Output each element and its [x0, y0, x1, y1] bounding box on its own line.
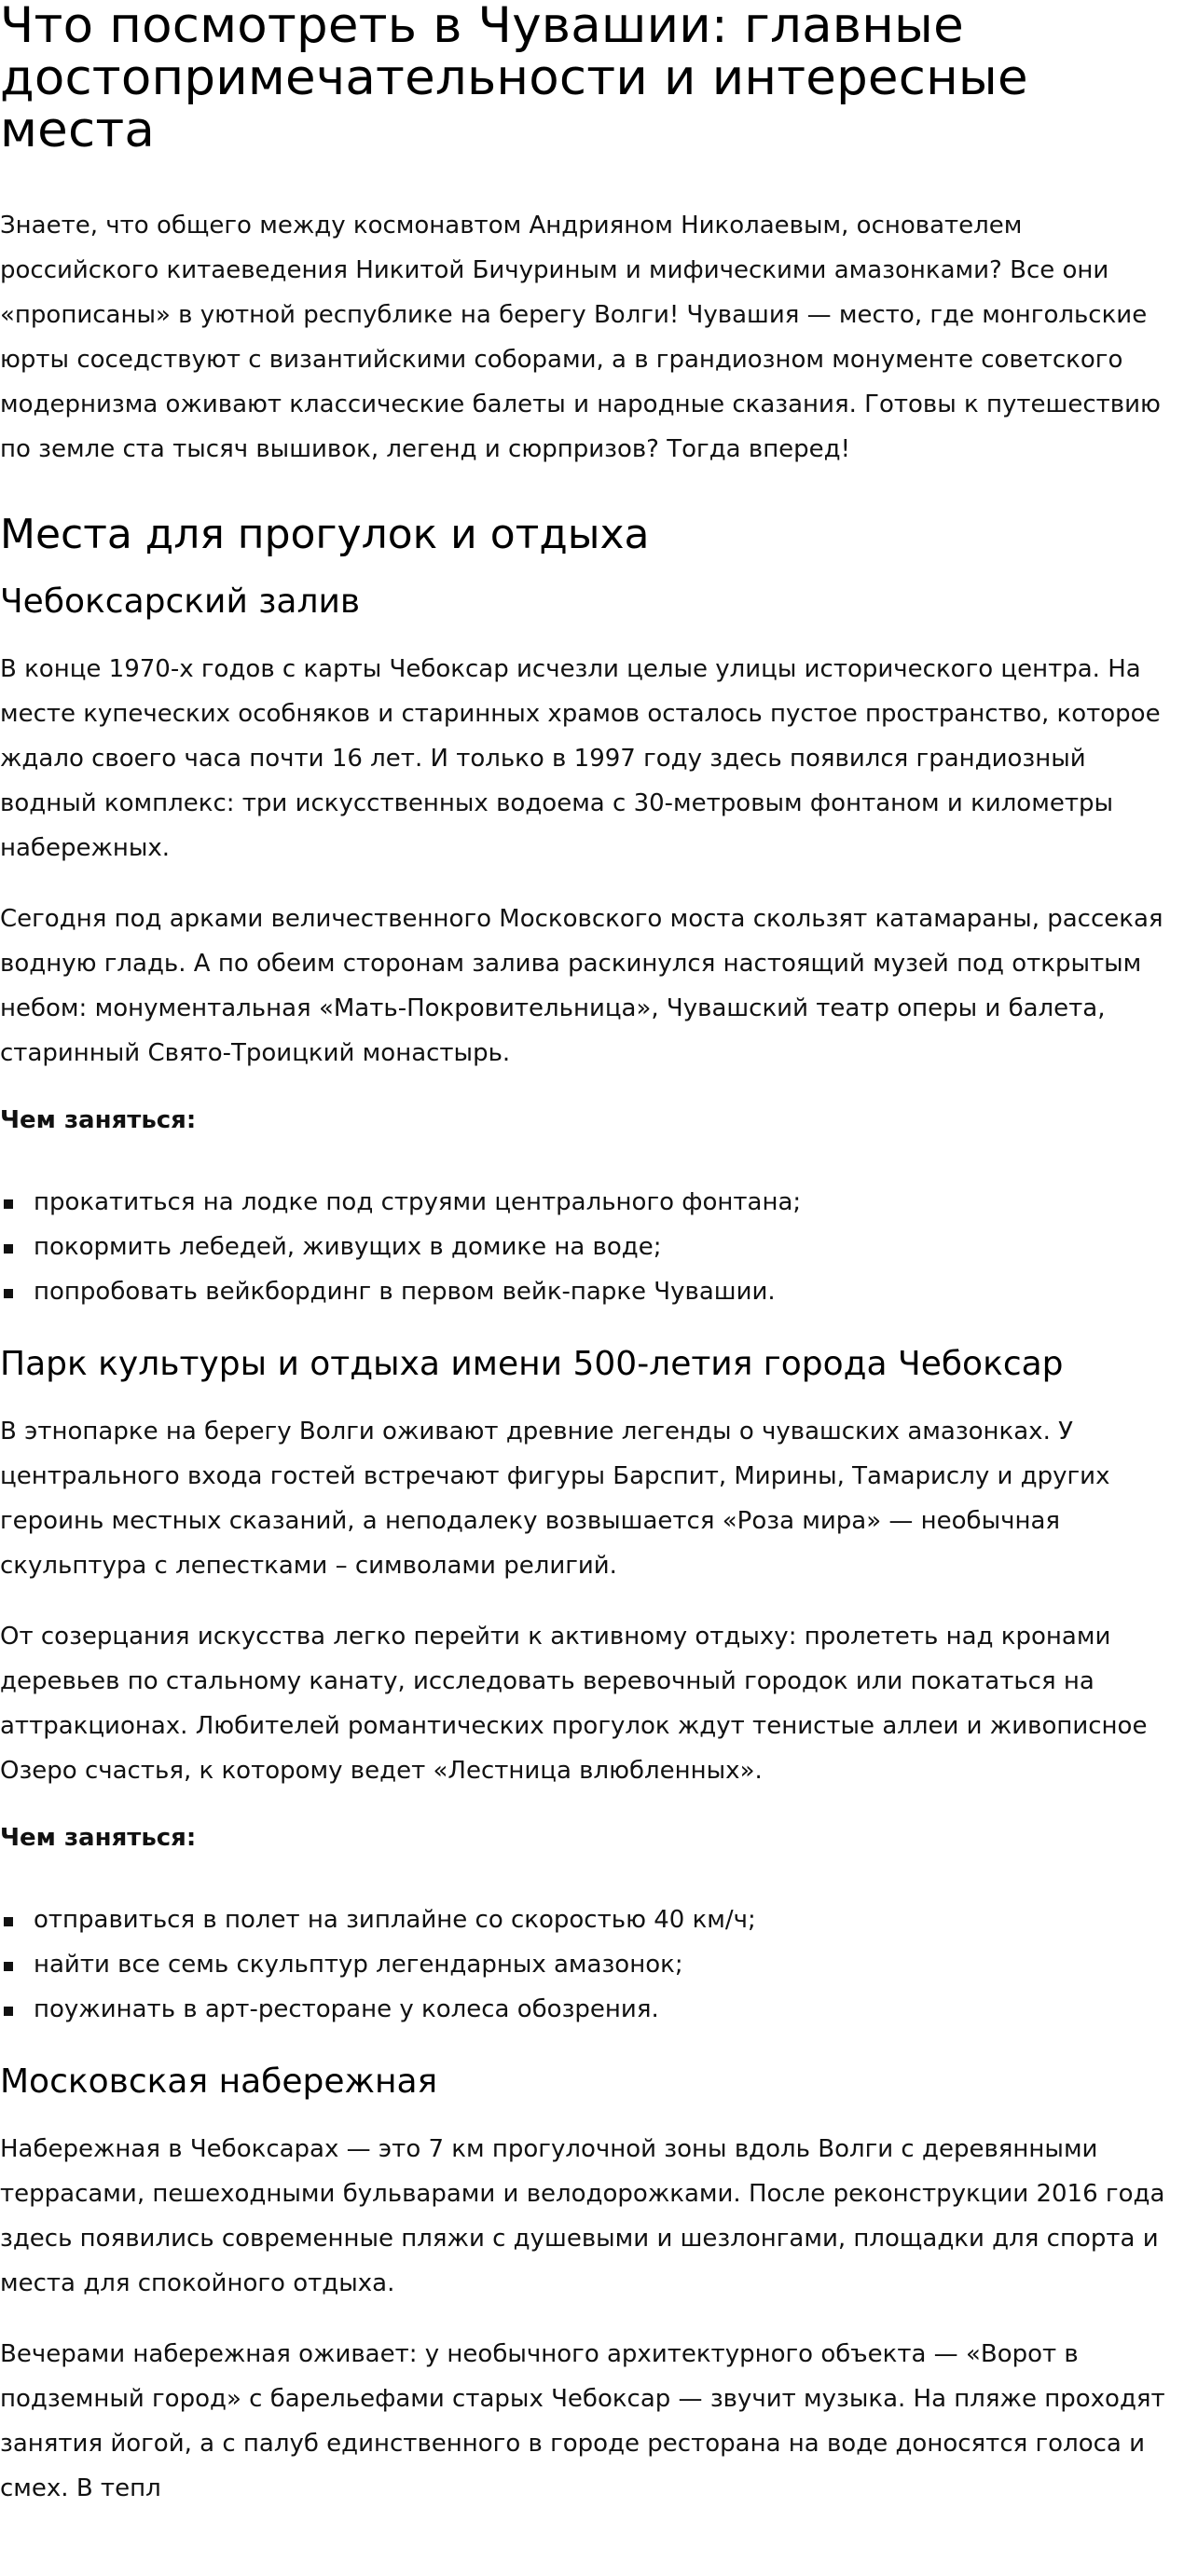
list-item: отправиться в полет на зиплайне со скоростью 40 км/ч;: [0, 1898, 1182, 1942]
list-item: попробовать вейкбординг в первом вейк-парке Чувашии.: [0, 1269, 1182, 1314]
activities-label: Чем заняться:: [0, 1106, 197, 1134]
list-item: найти все семь скульптур легендарных амазонок;: [0, 1942, 1182, 1987]
place-paragraph: Сегодня под арками величественного Московского моста скользят катамараны, рассекая водную гладь. А по обеим сторонам залива раскинулся настоящий музей под открытым небом: монументальная «Мать-Покровительница», Чувашский театр оперы и балета, старинный Свято-Троицкий монастырь.: [0, 905, 1163, 1067]
place-paragraph: В конце 1970-х годов с карты Чебоксар исчезли целые улицы исторического центра. На месте купеческих особняков и старинных храмов осталось пустое пространство, которое ждало своего часа почти 16 лет. И только в 1997 году здесь появился грандиозный водный комплекс: три искусственных водоема с 30-метровым фонтаном и километры набережных.: [0, 655, 1161, 862]
place-paragraph: Набережная в Чебоксарах — это 7 км прогулочной зоны вдоль Волги с деревянными террасами, пешеходными бульварами и велодорожками. После реконструкции 2016 года здесь появились современные пляжи с душевыми и шезлонгами, площадки для спорта и места для спокойного отдыха.: [0, 2135, 1165, 2297]
place-paragraph: От созерцания искусства легко перейти к активному отдыху: пролететь над кронами деревьев по стальному канату, исследовать веревочный городок или покататься на аттракционах. Любителей романтических прогулок ждут тенистые аллеи и живописное Озеро счастья, к которому ведет «Лестница влюбленных».: [0, 1623, 1148, 1785]
list-item: поужинать в арт-ресторане у колеса обозрения.: [0, 1987, 1182, 2032]
place-heading: Московская набережная: [0, 2062, 438, 2101]
place-heading: Чебоксарский залив: [0, 582, 361, 621]
list-item: покормить лебедей, живущих в домике на воде;: [0, 1225, 1182, 1269]
place-paragraph: Вечерами набережная оживает: у необычного архитектурного объекта — «Ворот в подземный город» с барельефами старых Чебоксар — звучит музыка. На пляже проходят занятия йогой, а с палуб единственного в городе ресторана на воде доносятся голоса и смех. В тепл: [0, 2340, 1165, 2502]
list-item: прокатиться на лодке под струями центрального фонтана;: [0, 1180, 1182, 1225]
activities-label: Чем заняться:: [0, 1824, 197, 1852]
intro-paragraph: Знаете, что общего между космонавтом Андрияном Николаевым, основателем российского китаеведения Никитой Бичуриным и мифическими амазонками? Все они «прописаны» в уютной республике на берегу Волги! Чувашия — место, где монгольские юрты соседствуют с византийскими соборами, а в грандиозном монументе советского модернизма оживают классические балеты и народные сказания. Готовы к путешествию по земле ста тысяч вышивок, легенд и сюрпризов? Тогда вперед!: [0, 212, 1161, 463]
place-cheboksary-bay: [0, 580, 1182, 1314]
place-moscow-embankment: [0, 2060, 1182, 2511]
place-paragraph: В этнопарке на берегу Волги оживают древние легенды о чувашских амазонках. У центрального входа гостей встречают фигуры Барспит, Мирины, Тамарислу и других героинь местных сказаний, а неподалеку возвышается «Роза мира» — необычная скульптура с лепестками – символами религий.: [0, 1418, 1110, 1580]
activities-list: [0, 1898, 1182, 2032]
page-title: Что посмотреть в Чувашии: главные достопримечательности и интересные места: [0, 0, 1028, 158]
activities-list: [0, 1180, 1182, 1314]
section-heading: Места для прогулок и отдыха: [0, 511, 650, 558]
place-culture-park: [0, 1342, 1182, 2032]
place-heading: Парк культуры и отдыха имени 500-летия города Чебоксар: [0, 1345, 1064, 1383]
